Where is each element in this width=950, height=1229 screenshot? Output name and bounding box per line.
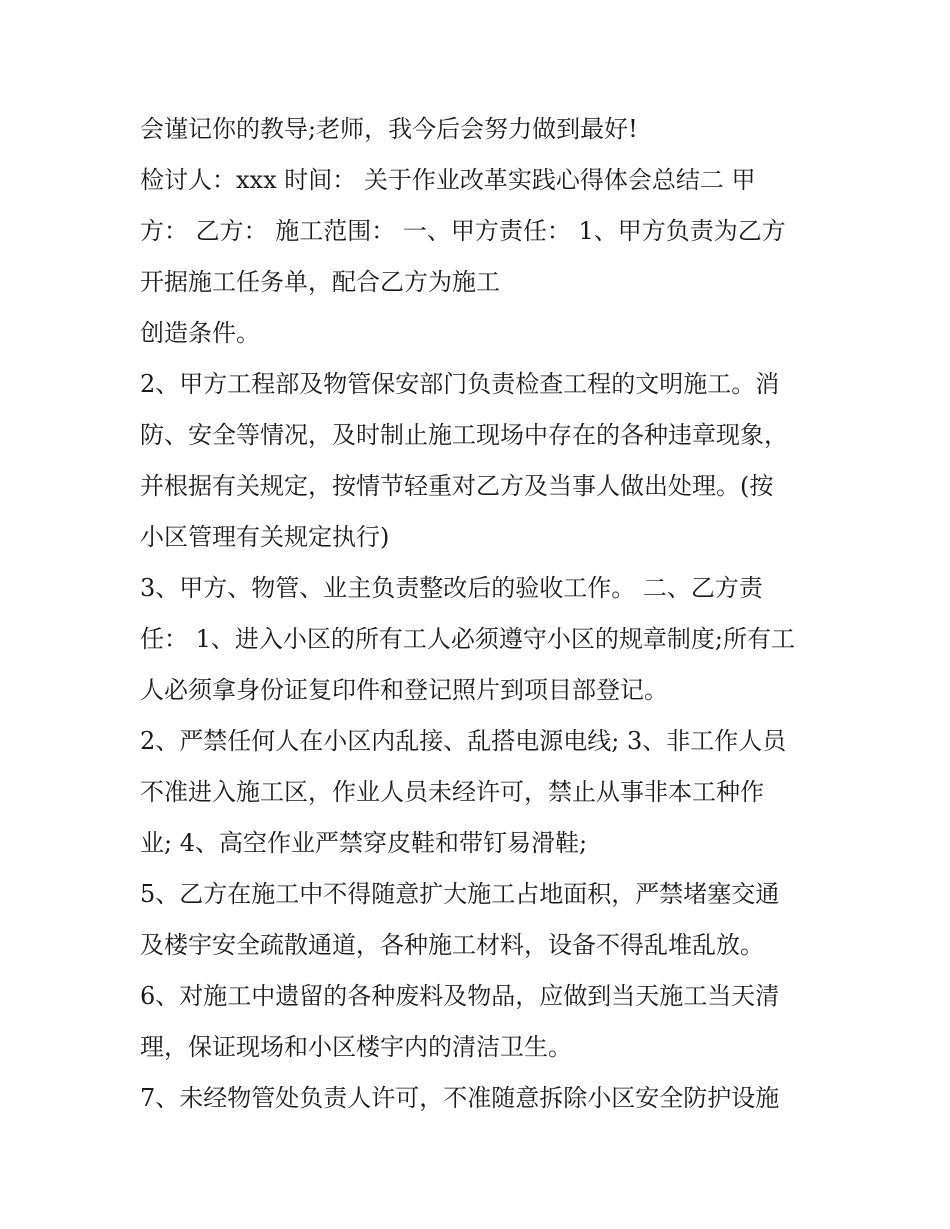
text-line: 业; 4、高空作业严禁穿皮鞋和带钉易滑鞋; xyxy=(140,829,588,857)
text-line: 不准进入施工区，作业人员未经许可，禁止从事非本工种作 xyxy=(140,778,764,806)
text-line: 防、安全等情况，及时制止施工现场中存在的各种违章现象， xyxy=(140,421,788,449)
text-line: 3、甲方、物管、业主负责整改后的验收工作。 二、乙方责 xyxy=(140,574,763,602)
text-line: 人必须拿身份证复印件和登记照片到项目部登记。 xyxy=(140,676,668,704)
text-line: 小区管理有关规定执行) xyxy=(140,523,390,551)
text-line: 5、乙方在施工中不得随意扩大施工占地面积，严禁堵塞交通 xyxy=(140,880,780,908)
text-line: 2、严禁任何人在小区内乱接、乱搭电源电线; 3、非工作人员 xyxy=(140,727,787,755)
text-line: 6、对施工中遗留的各种废料及物品，应做到当天施工当天清 xyxy=(140,982,780,1010)
text-line: 任： 1、进入小区的所有工人必须遵守小区的规章制度;所有工 xyxy=(140,625,795,653)
text-line: 及楼宇安全疏散通道，各种施工材料，设备不得乱堆乱放。 xyxy=(140,931,764,959)
text-line: 理，保证现场和小区楼宇内的清洁卫生。 xyxy=(140,1033,572,1061)
text-line: 检讨人：xxx 时间： 关于作业改革实践心得体会总结二 甲 xyxy=(140,166,756,194)
text-line: 会谨记你的教导;老师，我今后会努力做到最好! xyxy=(140,115,638,143)
text-line: 7、未经物管处负责人许可，不准随意拆除小区安全防护设施 xyxy=(140,1084,780,1112)
text-line: 开据施工任务单，配合乙方为施工 xyxy=(140,268,500,296)
document-body xyxy=(140,104,820,1124)
text-line: 创造条件。 xyxy=(140,319,260,347)
text-line: 2、甲方工程部及物管保安部门负责检查工程的文明施工。消 xyxy=(140,370,780,398)
text-line: 并根据有关规定，按情节轻重对乙方及当事人做出处理。(按 xyxy=(140,472,774,500)
text-line: 方： 乙方： 施工范围： 一、甲方责任： 1、甲方负责为乙方 xyxy=(140,217,786,245)
